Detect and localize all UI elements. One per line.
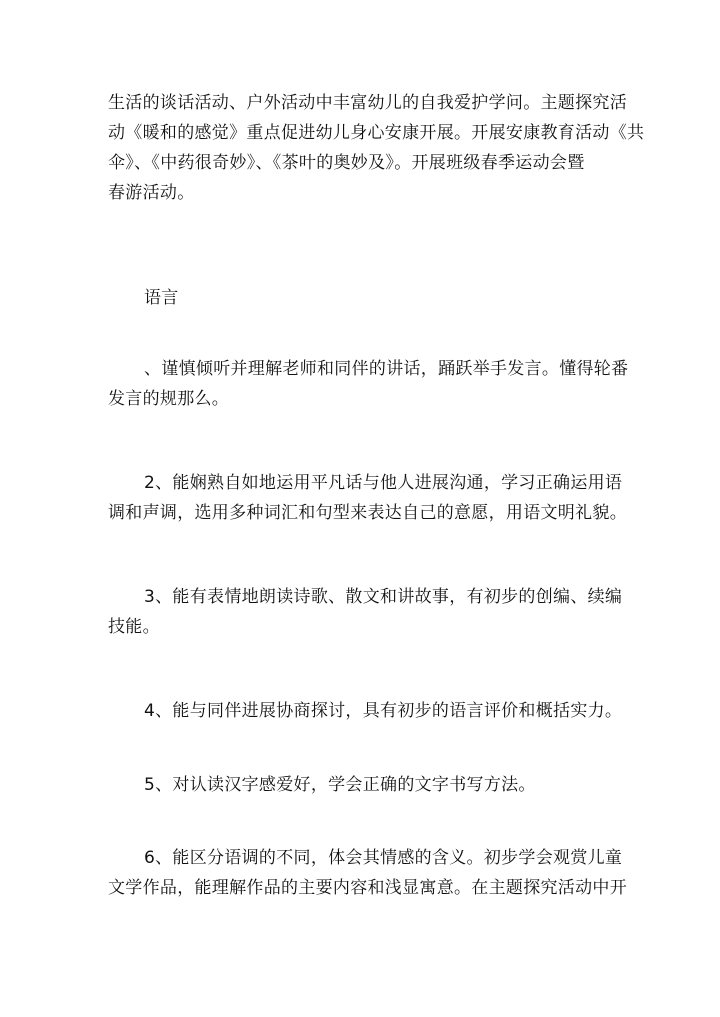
paragraph-item-5 — [108, 770, 628, 800]
paragraph-item-4 — [108, 696, 628, 726]
text-line: 调和声调，选用多种词汇和句型来表达自己的意愿，用语文明礼貌。 — [108, 503, 627, 523]
paragraph-item-6 — [108, 843, 628, 903]
section-heading-text: 语言 — [144, 288, 179, 308]
text-line: 3、能有表情地朗读诗歌、散文和讲故事，有初步的创编、续编 — [144, 587, 623, 607]
text-line: 2、能娴熟自如地运用平凡话与他人进展沟通，学习正确运用语 — [144, 473, 623, 493]
text-line: 5、对认读汉字感爱好，学会正确的文字书写方法。 — [144, 775, 536, 795]
paragraph-item-3 — [108, 582, 628, 642]
text-line: 文学作品，能理解作品的主要内容和浅显寓意。在主题探究活动中开 — [108, 878, 627, 898]
paragraph-item-1 — [108, 354, 628, 414]
paragraph-health-activities — [108, 88, 645, 208]
text-line: 发言的规那么。 — [108, 389, 230, 409]
section-heading-language — [108, 283, 664, 313]
text-line: 伞》、《中药很奇妙》、《茶叶的奥妙及》。开展班级春季运动会暨 — [108, 153, 585, 173]
text-line: 春游活动。 — [108, 183, 195, 203]
text-line: 、谨慎倾听并理解老师和同伴的讲话，踊跃举手发言。懂得轮番 — [144, 359, 629, 379]
text-line: 动《暖和的感觉》重点促进幼儿身心安康开展。开展安康教育活动《共 — [108, 123, 645, 143]
text-line: 生活的谈话活动、户外活动中丰富幼儿的自我爱护学问。主题探究活 — [108, 93, 627, 113]
text-line: 技能。 — [108, 617, 160, 637]
text-line: 4、能与同伴进展协商探讨，具有初步的语言评价和概括实力。 — [144, 701, 623, 721]
paragraph-item-2 — [108, 468, 628, 528]
text-line: 6、能区分语调的不同，体会其情感的含义。初步学会观赏儿童 — [144, 848, 623, 868]
